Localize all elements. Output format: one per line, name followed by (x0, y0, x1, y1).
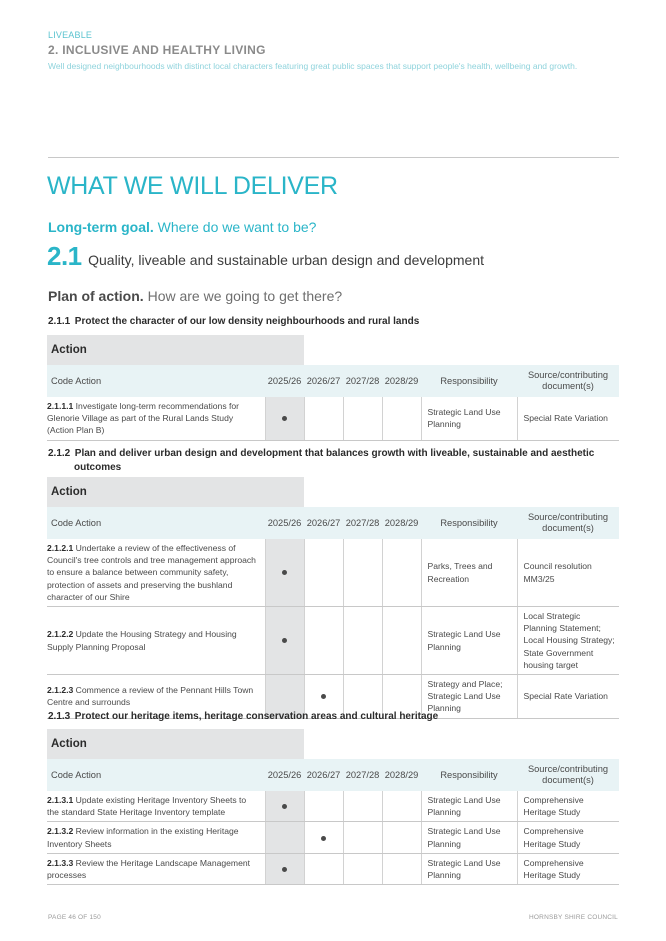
column-header-row (47, 759, 619, 791)
column-header-responsibility: Responsibility (421, 507, 517, 539)
action-text: Investigate long-term recommendations for Glenorie Village as part of the Rural Lands Study (Action Plan B) (47, 401, 240, 436)
responsibility-cell: Strategy and Place; Strategic Land Use Planning (421, 675, 517, 719)
action-text: Undertake a review of the effectiveness of Council's tree controls and tree management approach to ensure a balance between community safety, protection of assets and preserving the bushland character of our Shire (47, 543, 256, 602)
source-cell: Special Rate Variation (517, 675, 619, 719)
footer-page-number: PAGE 46 OF 150 (48, 914, 101, 921)
objective-heading (47, 241, 484, 272)
action-header: Action (47, 477, 304, 507)
column-header-responsibility: Responsibility (421, 365, 517, 397)
responsibility-cell: Strategic Land Use Planning (421, 791, 517, 822)
divider (48, 157, 619, 158)
column-header-year: 2026/27 (304, 365, 343, 397)
scheduled-dot-icon (321, 836, 326, 841)
action-code: 2.1.2.3 (47, 685, 74, 696)
year-cell (382, 539, 421, 607)
action-bar-spacer (304, 477, 619, 507)
scheduled-dot-icon (282, 867, 287, 872)
table-row (47, 539, 619, 607)
year-cell (304, 791, 343, 822)
plan-heading (48, 288, 342, 304)
action-description (47, 791, 265, 822)
table-row (47, 853, 619, 884)
year-cell (265, 791, 304, 822)
responsibility-cell: Strategic Land Use Planning (421, 607, 517, 675)
goal-question: Where do we want to be? (157, 219, 317, 235)
table-row (47, 397, 619, 440)
year-cell (382, 791, 421, 822)
responsibility-cell: Strategic Land Use Planning (421, 822, 517, 853)
chapter-description: Well designed neighbourhoods with distinct local characters featuring great public spaces that support people's health, wellbeing and growth. (48, 61, 578, 71)
action-text: Commence a review of the Pennant Hills Town Centre and surrounds (47, 685, 254, 708)
year-cell (304, 853, 343, 884)
objective-text: Quality, liveable and sustainable urban design and development (88, 252, 485, 268)
year-cell (343, 791, 382, 822)
column-header-row (47, 507, 619, 539)
plan-question: How are we going to get there? (147, 288, 343, 304)
responsibility-cell: Strategic Land Use Planning (421, 853, 517, 884)
action-code: 2.1.2.1 (47, 543, 74, 553)
action-table-2-1-3 (47, 729, 619, 885)
action-table-2-1-1 (47, 335, 619, 441)
year-cell (265, 539, 304, 607)
action-header: Action (47, 335, 304, 365)
section-title: Protect the character of our low density neighbourhoods and rural lands (74, 316, 420, 327)
scheduled-dot-icon (282, 638, 287, 643)
action-code: 2.1.3.2 (47, 826, 74, 837)
action-code: 2.1.3.1 (47, 795, 74, 805)
year-cell (304, 397, 343, 440)
section-title-continued: outcomes (74, 462, 122, 473)
action-header: Action (47, 729, 304, 759)
action-table-2-1-2 (47, 477, 619, 719)
objective-number: 2.1 (47, 241, 82, 271)
year-cell (382, 607, 421, 675)
year-cell (343, 397, 382, 440)
column-header-code-action: Code Action (47, 759, 265, 791)
column-header-year: 2027/28 (343, 759, 382, 791)
column-header-code-action: Code Action (47, 507, 265, 539)
column-header-year: 2026/27 (304, 759, 343, 791)
table-row (47, 791, 619, 822)
source-cell: Comprehensive Heritage Study (517, 791, 619, 822)
scheduled-dot-icon (282, 416, 287, 421)
action-code: 2.1.2.2 (47, 629, 74, 640)
action-bar-spacer (304, 729, 619, 759)
section-label: LIVEABLE (48, 30, 93, 40)
action-bar-spacer (304, 335, 619, 365)
source-cell: Comprehensive Heritage Study (517, 853, 619, 884)
section-number: 2.1.1 (48, 316, 71, 327)
page-title: WHAT WE WILL DELIVER (47, 172, 338, 200)
year-cell (343, 822, 382, 853)
column-header-source: Source/contributing document(s) (517, 759, 619, 791)
plan-label: Plan of action. (48, 288, 144, 304)
section-title: Protect our heritage items, heritage conservation areas and cultural heritage (74, 711, 439, 722)
action-text: Review the Heritage Landscape Management processes (47, 857, 251, 881)
column-header-year: 2025/26 (265, 759, 304, 791)
section-title: Plan and deliver urban design and development that balances growth with liveable, sustainable and aesthetic (74, 448, 595, 459)
action-description (47, 607, 265, 675)
year-cell (382, 853, 421, 884)
responsibility-cell: Strategic Land Use Planning (421, 397, 517, 440)
goal-heading (48, 219, 316, 235)
responsibility-cell: Parks, Trees and Recreation (421, 539, 517, 607)
column-header-year: 2028/29 (382, 507, 421, 539)
action-bar-row (47, 729, 619, 759)
action-text: Update the Housing Strategy and Housing Supply Planning Proposal (47, 629, 237, 652)
year-cell (343, 539, 382, 607)
action-text: Update existing Heritage Inventory Sheets to the standard State Heritage Inventory template (47, 795, 247, 818)
footer-organisation: HORNSBY SHIRE COUNCIL (529, 914, 618, 921)
table-row (47, 822, 619, 853)
year-cell (265, 397, 304, 440)
column-header-year: 2027/28 (343, 507, 382, 539)
year-cell (304, 607, 343, 675)
table-row (47, 607, 619, 675)
column-header-year: 2028/29 (382, 759, 421, 791)
year-cell (265, 853, 304, 884)
column-header-source: Source/contributing document(s) (517, 507, 619, 539)
year-cell (304, 822, 343, 853)
column-header-year: 2028/29 (382, 365, 421, 397)
column-header-year: 2025/26 (265, 507, 304, 539)
column-header-source: Source/contributing document(s) (517, 365, 619, 397)
scheduled-dot-icon (282, 570, 287, 575)
source-cell: Local Strategic Planning Statement; Local Housing Strategy; State Government housing target (517, 607, 619, 675)
column-header-code-action: Code Action (47, 365, 265, 397)
action-code: 2.1.3.3 (47, 857, 74, 868)
section-number: 2.1.3 (48, 711, 71, 722)
action-code: 2.1.1.1 (47, 401, 74, 411)
action-bar-row (47, 477, 619, 507)
source-cell: Council resolution MM3/25 (517, 539, 619, 607)
year-cell (343, 607, 382, 675)
action-description (47, 822, 265, 853)
source-cell: Comprehensive Heritage Study (517, 822, 619, 853)
section-number: 2.1.2 (48, 448, 71, 459)
scheduled-dot-icon (321, 694, 326, 699)
goal-label: Long-term goal. (48, 219, 154, 235)
action-description (47, 539, 265, 607)
column-header-row (47, 365, 619, 397)
section-heading-2-1-3 (48, 710, 608, 724)
year-cell (343, 853, 382, 884)
year-cell (382, 397, 421, 440)
chapter-title: 2. INCLUSIVE AND HEALTHY LIVING (48, 43, 266, 57)
action-text: Review information in the existing Heritage Inventory Sheets (47, 826, 239, 849)
action-bar-row (47, 335, 619, 365)
action-description (47, 853, 265, 884)
column-header-responsibility: Responsibility (421, 759, 517, 791)
year-cell (382, 822, 421, 853)
column-header-year: 2025/26 (265, 365, 304, 397)
source-cell: Special Rate Variation (517, 397, 619, 440)
section-heading-2-1-2 (48, 447, 608, 475)
page-header (48, 30, 648, 71)
scheduled-dot-icon (282, 804, 287, 809)
action-description (47, 397, 265, 440)
year-cell (265, 607, 304, 675)
column-header-year: 2026/27 (304, 507, 343, 539)
year-cell (265, 822, 304, 853)
section-heading-2-1-1 (48, 315, 608, 329)
column-header-year: 2027/28 (343, 365, 382, 397)
year-cell (304, 539, 343, 607)
